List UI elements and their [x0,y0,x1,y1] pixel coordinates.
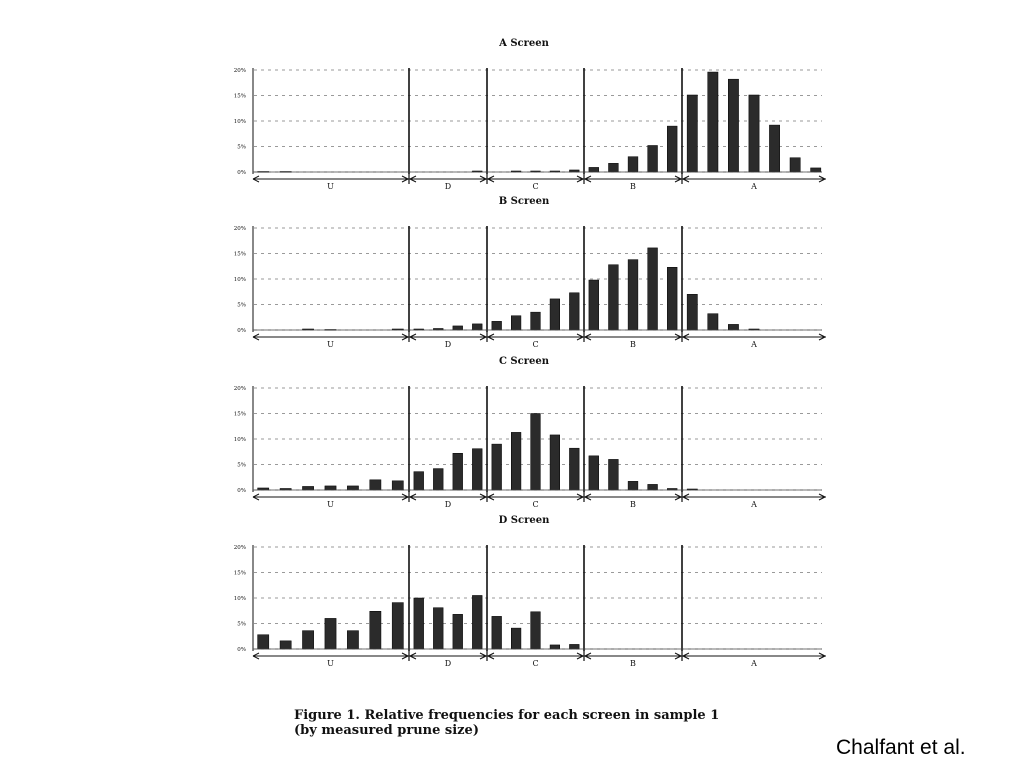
y-tick-label: 0% [237,328,246,334]
y-tick-label: 10% [233,596,246,602]
bar [531,414,541,491]
bar [433,608,443,649]
bar [472,449,482,490]
bar [811,168,821,172]
bar [347,486,358,490]
group-label: C [532,182,539,191]
y-tick-label: 10% [233,119,246,125]
bar [609,265,619,330]
bar [531,312,541,330]
group-label: C [532,340,539,349]
group-label: A [751,500,757,509]
bar [708,314,718,330]
bar [453,453,463,490]
bar [569,293,579,330]
bar [628,260,638,330]
bar [687,294,697,330]
group-label: A [751,340,757,349]
y-tick-label: 20% [233,68,246,74]
bar [302,631,313,649]
bar [258,635,269,649]
y-tick-label: 10% [233,437,246,443]
chart-title: D Screen [498,515,550,526]
bar [569,448,579,490]
bar [589,167,599,172]
bar [728,79,738,172]
group-label: U [327,340,334,349]
group-label: A [751,182,757,191]
y-tick-label: 15% [233,570,246,577]
bar [569,644,579,649]
bar [492,321,502,330]
figure-caption-line-2: (by measured prune size) [294,723,479,738]
group-label: B [630,500,636,509]
bar [453,614,463,649]
bar [492,616,502,649]
group-label: C [532,659,539,668]
y-tick-label: 10% [233,277,246,283]
y-tick-label: 15% [233,251,246,258]
group-label: D [444,182,452,191]
bar [550,645,560,649]
group-label: C [532,500,539,509]
bar [667,126,677,172]
group-label: U [327,500,334,509]
bar [433,469,443,490]
bar [628,481,638,490]
bar [453,326,463,330]
y-tick-label: 20% [233,386,246,392]
bar [667,267,677,330]
group-label: U [327,659,334,668]
bar [370,480,381,490]
group-label: A [751,659,757,668]
bar [472,324,482,330]
y-tick-label: 15% [233,93,246,100]
group-label: D [444,659,452,668]
group-label: B [630,340,636,349]
group-label: B [630,659,636,668]
bar [392,481,403,490]
bar [492,444,502,490]
y-tick-label: 5% [237,144,246,151]
bar [790,158,800,172]
bar [648,484,658,490]
figure-caption [294,708,814,738]
y-tick-label: 15% [233,411,246,418]
figure-caption-line-1: Figure 1. Relative frequencies for each screen in sample 1 [294,708,720,723]
bar [325,486,336,490]
group-label: U [327,182,334,191]
y-tick-label: 5% [237,462,246,469]
bar [302,486,313,490]
bar [511,432,521,490]
bar [414,472,424,490]
group-label: D [444,340,452,349]
y-tick-label: 0% [237,488,246,494]
bar [609,459,619,490]
y-tick-label: 5% [237,621,246,628]
bar [531,612,541,649]
bar [472,595,482,649]
bar [370,611,381,649]
group-label: B [630,182,636,191]
bar [347,631,358,649]
bar [392,603,403,649]
y-tick-label: 20% [233,226,246,232]
y-tick-label: 0% [237,170,246,176]
bar [769,125,779,172]
bar [550,435,560,490]
bar [589,280,599,330]
bar [728,324,738,330]
group-label: D [444,500,452,509]
bar [648,248,658,330]
bar [550,299,560,330]
bar [708,72,718,172]
y-tick-label: 5% [237,302,246,309]
bar [749,95,759,172]
credit-text: Chalfant et al. [836,736,966,759]
y-tick-label: 0% [237,647,246,653]
chart-title: C Screen [498,356,550,367]
bar [511,316,521,330]
bar [648,145,658,172]
chart-title: B Screen [498,196,550,207]
bar [609,163,619,172]
bar [414,598,424,649]
bar [511,628,521,649]
y-tick-label: 20% [233,545,246,551]
bar [687,95,697,172]
chart-title: A Screen [499,38,549,49]
bar [589,456,599,490]
bar [280,641,291,649]
bar [628,157,638,172]
bar [325,618,336,649]
